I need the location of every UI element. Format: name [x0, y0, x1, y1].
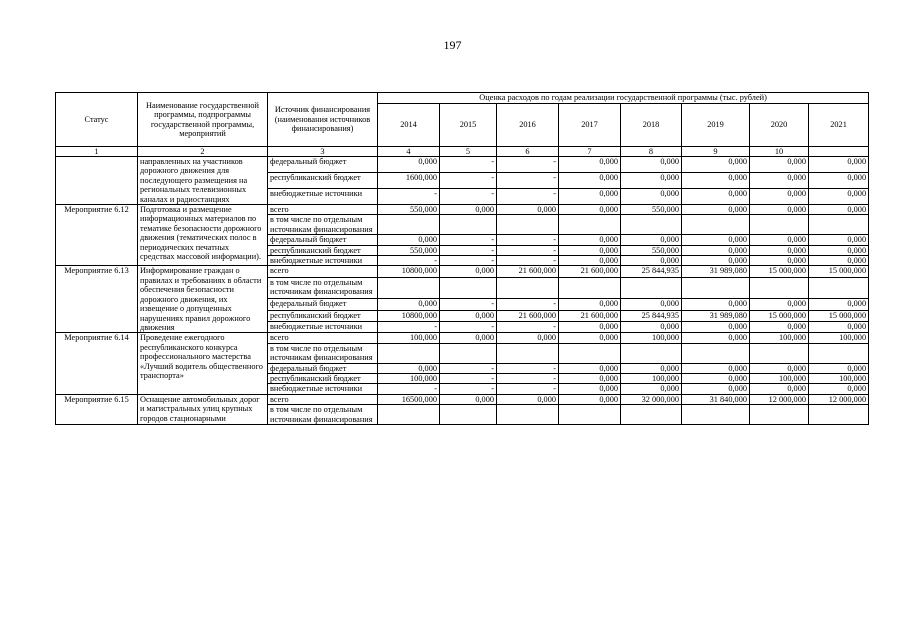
value-cell: 10800,000	[378, 310, 440, 321]
value-cell: 0,000	[559, 256, 621, 266]
value-cell	[682, 405, 750, 425]
value-cell: -	[497, 321, 559, 332]
funding-source-cell: федеральный бюджет	[268, 235, 378, 245]
value-cell: 0,000	[682, 245, 750, 255]
value-cell: -	[440, 189, 497, 205]
value-cell	[621, 343, 682, 363]
value-cell	[378, 215, 440, 235]
value-cell	[378, 343, 440, 363]
measure-name-cell: Информирование граждан о правилах и требованиях в области обеспечения безопасности дорожного движения, их извещение о допущенных нарушениях правил дорожного движения	[138, 266, 268, 333]
funding-source-cell: внебюджетные источники	[268, 321, 378, 332]
funding-source-cell: республиканский бюджет	[268, 173, 378, 189]
value-cell: 32 000,000	[621, 394, 682, 404]
status-cell: Мероприятие 6.15	[56, 394, 138, 424]
value-cell: 12 000,000	[809, 394, 869, 404]
value-cell: 0,000	[682, 384, 750, 394]
value-cell: 0,000	[497, 333, 559, 343]
value-cell: 100,000	[809, 373, 869, 383]
column-number: 1	[56, 147, 138, 157]
value-cell: 0,000	[621, 363, 682, 373]
status-cell: Мероприятие 6.13	[56, 266, 138, 333]
value-cell: 21 600,000	[559, 310, 621, 321]
value-cell: -	[497, 189, 559, 205]
value-cell: 0,000	[750, 299, 809, 310]
value-cell: -	[497, 173, 559, 189]
value-cell: 0,000	[682, 373, 750, 383]
value-cell: 0,000	[559, 394, 621, 404]
value-cell: 0,000	[621, 384, 682, 394]
value-cell: 0,000	[440, 333, 497, 343]
value-cell: 100,000	[809, 333, 869, 343]
table-row	[56, 266, 869, 277]
value-cell: 0,000	[440, 205, 497, 215]
funding-source-cell: федеральный бюджет	[268, 157, 378, 173]
value-cell: 31 840,000	[682, 394, 750, 404]
value-cell: -	[378, 321, 440, 332]
value-cell: 0,000	[378, 363, 440, 373]
value-cell: 15 000,000	[809, 310, 869, 321]
value-cell: 0,000	[559, 384, 621, 394]
value-cell: 0,000	[559, 157, 621, 173]
value-cell: 0,000	[621, 189, 682, 205]
value-cell: 0,000	[559, 321, 621, 332]
column-number: 5	[440, 147, 497, 157]
value-cell: 0,000	[750, 321, 809, 332]
value-cell: 0,000	[378, 299, 440, 310]
funding-source-cell: республиканский бюджет	[268, 310, 378, 321]
value-cell: 100,000	[621, 373, 682, 383]
value-cell: 0,000	[809, 245, 869, 255]
value-cell: 15 000,000	[750, 266, 809, 277]
column-number: 8	[621, 147, 682, 157]
funding-source-cell: всего	[268, 266, 378, 277]
value-cell	[497, 215, 559, 235]
value-cell: 0,000	[440, 394, 497, 404]
value-cell: 21 600,000	[497, 266, 559, 277]
value-cell: 10800,000	[378, 266, 440, 277]
value-cell: 100,000	[378, 373, 440, 383]
status-cell: Мероприятие 6.12	[56, 205, 138, 266]
value-cell: 0,000	[440, 310, 497, 321]
measure-name-cell: Подготовка и размещение информационных материалов по тематике безопасности дорожного движения (тематических полос в периодических печатных средствах массовой информации).	[138, 205, 268, 266]
value-cell: 12 000,000	[750, 394, 809, 404]
funding-source-cell: федеральный бюджет	[268, 363, 378, 373]
value-cell: 0,000	[559, 235, 621, 245]
value-cell: 100,000	[750, 333, 809, 343]
measure-name-cell: Проведение ежегодного республиканского конкурса профессионального мастерства «Лучший водитель общественного транспорта»	[138, 333, 268, 394]
header-source: Источник финансирования (наименования источников финансирования)	[268, 93, 378, 147]
value-cell: 0,000	[750, 363, 809, 373]
value-cell: 0,000	[750, 173, 809, 189]
value-cell: 0,000	[750, 189, 809, 205]
value-cell: -	[440, 157, 497, 173]
value-cell: 0,000	[621, 235, 682, 245]
value-cell	[378, 405, 440, 425]
value-cell: 0,000	[682, 157, 750, 173]
value-cell: 0,000	[559, 173, 621, 189]
value-cell	[621, 405, 682, 425]
value-cell: 0,000	[621, 321, 682, 332]
value-cell: 25 844,935	[621, 266, 682, 277]
funding-source-cell: республиканский бюджет	[268, 373, 378, 383]
value-cell: 0,000	[682, 363, 750, 373]
value-cell: -	[378, 189, 440, 205]
value-cell: 0,000	[809, 157, 869, 173]
value-cell: -	[497, 363, 559, 373]
value-cell: 100,000	[378, 333, 440, 343]
value-cell	[559, 343, 621, 363]
value-cell: 0,000	[682, 299, 750, 310]
value-cell: -	[497, 235, 559, 245]
value-cell: 0,000	[621, 157, 682, 173]
value-cell: 0,000	[682, 173, 750, 189]
value-cell: 0,000	[750, 205, 809, 215]
value-cell: 21 600,000	[559, 266, 621, 277]
value-cell: 0,000	[559, 245, 621, 255]
header-status: Статус	[56, 93, 138, 147]
header-year: 2015	[440, 104, 497, 147]
column-number: 6	[497, 147, 559, 157]
value-cell: 0,000	[621, 299, 682, 310]
value-cell: 550,000	[378, 245, 440, 255]
header-estimate: Оценка расходов по годам реализации государственной программы (тыс. рублей)	[378, 93, 869, 104]
value-cell	[440, 343, 497, 363]
value-cell: -	[440, 384, 497, 394]
value-cell: 550,000	[378, 205, 440, 215]
value-cell: 0,000	[809, 384, 869, 394]
funding-source-cell: внебюджетные источники	[268, 256, 378, 266]
value-cell: 0,000	[809, 235, 869, 245]
value-cell: -	[440, 256, 497, 266]
value-cell	[440, 405, 497, 425]
column-number: 3	[268, 147, 378, 157]
column-number: 9	[682, 147, 750, 157]
funding-source-cell: внебюджетные источники	[268, 384, 378, 394]
value-cell	[440, 215, 497, 235]
value-cell	[497, 277, 559, 299]
value-cell: -	[497, 384, 559, 394]
value-cell	[621, 277, 682, 299]
value-cell: -	[440, 373, 497, 383]
funding-source-cell: внебюджетные источники	[268, 189, 378, 205]
value-cell	[750, 343, 809, 363]
value-cell: 0,000	[682, 205, 750, 215]
value-cell: 0,000	[559, 333, 621, 343]
value-cell: 0,000	[682, 235, 750, 245]
value-cell: 0,000	[682, 256, 750, 266]
header-year: 2021	[809, 104, 869, 147]
value-cell: 0,000	[809, 205, 869, 215]
value-cell: 100,000	[621, 333, 682, 343]
value-cell: 1600,000	[378, 173, 440, 189]
header-year: 2017	[559, 104, 621, 147]
value-cell: -	[440, 245, 497, 255]
column-number: 2	[138, 147, 268, 157]
table-row	[56, 205, 869, 215]
value-cell: 0,000	[750, 245, 809, 255]
page-number: 197	[443, 38, 462, 52]
header-year: 2020	[750, 104, 809, 147]
value-cell: -	[378, 384, 440, 394]
table-header	[56, 93, 869, 157]
column-number: 10	[750, 147, 809, 157]
value-cell: -	[497, 373, 559, 383]
value-cell: -	[440, 173, 497, 189]
value-cell: 0,000	[750, 256, 809, 266]
value-cell: -	[497, 256, 559, 266]
value-cell: 0,000	[809, 321, 869, 332]
value-cell: 0,000	[809, 299, 869, 310]
value-cell: 25 844,935	[621, 310, 682, 321]
value-cell	[750, 277, 809, 299]
value-cell: 16500,000	[378, 394, 440, 404]
value-cell: 0,000	[559, 373, 621, 383]
value-cell: 15 000,000	[809, 266, 869, 277]
table-row	[56, 333, 869, 343]
value-cell	[497, 405, 559, 425]
value-cell: 0,000	[682, 333, 750, 343]
header-year: 2019	[682, 104, 750, 147]
status-cell: Мероприятие 6.14	[56, 333, 138, 394]
value-cell	[621, 215, 682, 235]
funding-source-cell: в том числе по отдельным источникам финансирования	[268, 215, 378, 235]
value-cell: 31 989,080	[682, 266, 750, 277]
funding-source-cell: в том числе по отдельным источникам финансирования	[268, 343, 378, 363]
value-cell	[440, 277, 497, 299]
table-row	[56, 394, 869, 404]
funding-source-cell: республиканский бюджет	[268, 245, 378, 255]
value-cell: 0,000	[809, 256, 869, 266]
value-cell: -	[440, 363, 497, 373]
expenditure-table	[55, 92, 869, 425]
value-cell	[682, 343, 750, 363]
value-cell: 21 600,000	[497, 310, 559, 321]
value-cell: -	[497, 299, 559, 310]
measure-name-cell: Оснащение автомобильных дорог и магистральных улиц крупных городов стационарными	[138, 394, 268, 424]
column-number: 7	[559, 147, 621, 157]
value-cell: 100,000	[750, 373, 809, 383]
value-cell: 0,000	[559, 363, 621, 373]
header-year: 2014	[378, 104, 440, 147]
column-number	[809, 147, 869, 157]
value-cell	[809, 405, 869, 425]
funding-source-cell: в том числе по отдельным источникам финансирования	[268, 405, 378, 425]
value-cell: 0,000	[559, 299, 621, 310]
value-cell: 0,000	[750, 157, 809, 173]
value-cell	[809, 343, 869, 363]
value-cell: 0,000	[621, 173, 682, 189]
value-cell: -	[497, 157, 559, 173]
table-row	[56, 157, 869, 173]
header-name: Наименование государственной программы, подпрограммы государственной программы, мероприятий	[138, 93, 268, 147]
value-cell: -	[440, 321, 497, 332]
measure-name-cell: направленных на участников дорожного движения для последующего размещения на региональных телевизионных каналах и радиостанциях	[138, 157, 268, 205]
value-cell	[559, 405, 621, 425]
value-cell	[378, 277, 440, 299]
value-cell: 0,000	[809, 173, 869, 189]
header-year: 2016	[497, 104, 559, 147]
value-cell: 0,000	[621, 256, 682, 266]
value-cell	[559, 277, 621, 299]
value-cell	[559, 215, 621, 235]
funding-source-cell: федеральный бюджет	[268, 299, 378, 310]
value-cell: 0,000	[559, 189, 621, 205]
value-cell	[682, 277, 750, 299]
header-year: 2018	[621, 104, 682, 147]
value-cell: 0,000	[378, 235, 440, 245]
funding-source-cell: всего	[268, 205, 378, 215]
value-cell: 0,000	[809, 363, 869, 373]
funding-source-cell: в том числе по отдельным источникам финансирования	[268, 277, 378, 299]
value-cell: 0,000	[440, 266, 497, 277]
value-cell: 31 989,080	[682, 310, 750, 321]
value-cell: 15 000,000	[750, 310, 809, 321]
value-cell: 0,000	[750, 384, 809, 394]
value-cell: 0,000	[497, 205, 559, 215]
value-cell	[750, 405, 809, 425]
value-cell	[497, 343, 559, 363]
value-cell: -	[440, 235, 497, 245]
value-cell	[750, 215, 809, 235]
value-cell: 550,000	[621, 245, 682, 255]
value-cell: -	[497, 245, 559, 255]
value-cell: 550,000	[621, 205, 682, 215]
value-cell: 0,000	[682, 321, 750, 332]
value-cell	[809, 215, 869, 235]
value-cell: 0,000	[682, 189, 750, 205]
value-cell	[682, 215, 750, 235]
funding-source-cell: всего	[268, 394, 378, 404]
value-cell: 0,000	[378, 157, 440, 173]
status-cell	[56, 157, 138, 205]
value-cell: 0,000	[750, 235, 809, 245]
column-number: 4	[378, 147, 440, 157]
value-cell: 0,000	[809, 189, 869, 205]
value-cell: 0,000	[497, 394, 559, 404]
value-cell: -	[378, 256, 440, 266]
funding-source-cell: всего	[268, 333, 378, 343]
value-cell: -	[440, 299, 497, 310]
value-cell: 0,000	[559, 205, 621, 215]
value-cell	[809, 277, 869, 299]
